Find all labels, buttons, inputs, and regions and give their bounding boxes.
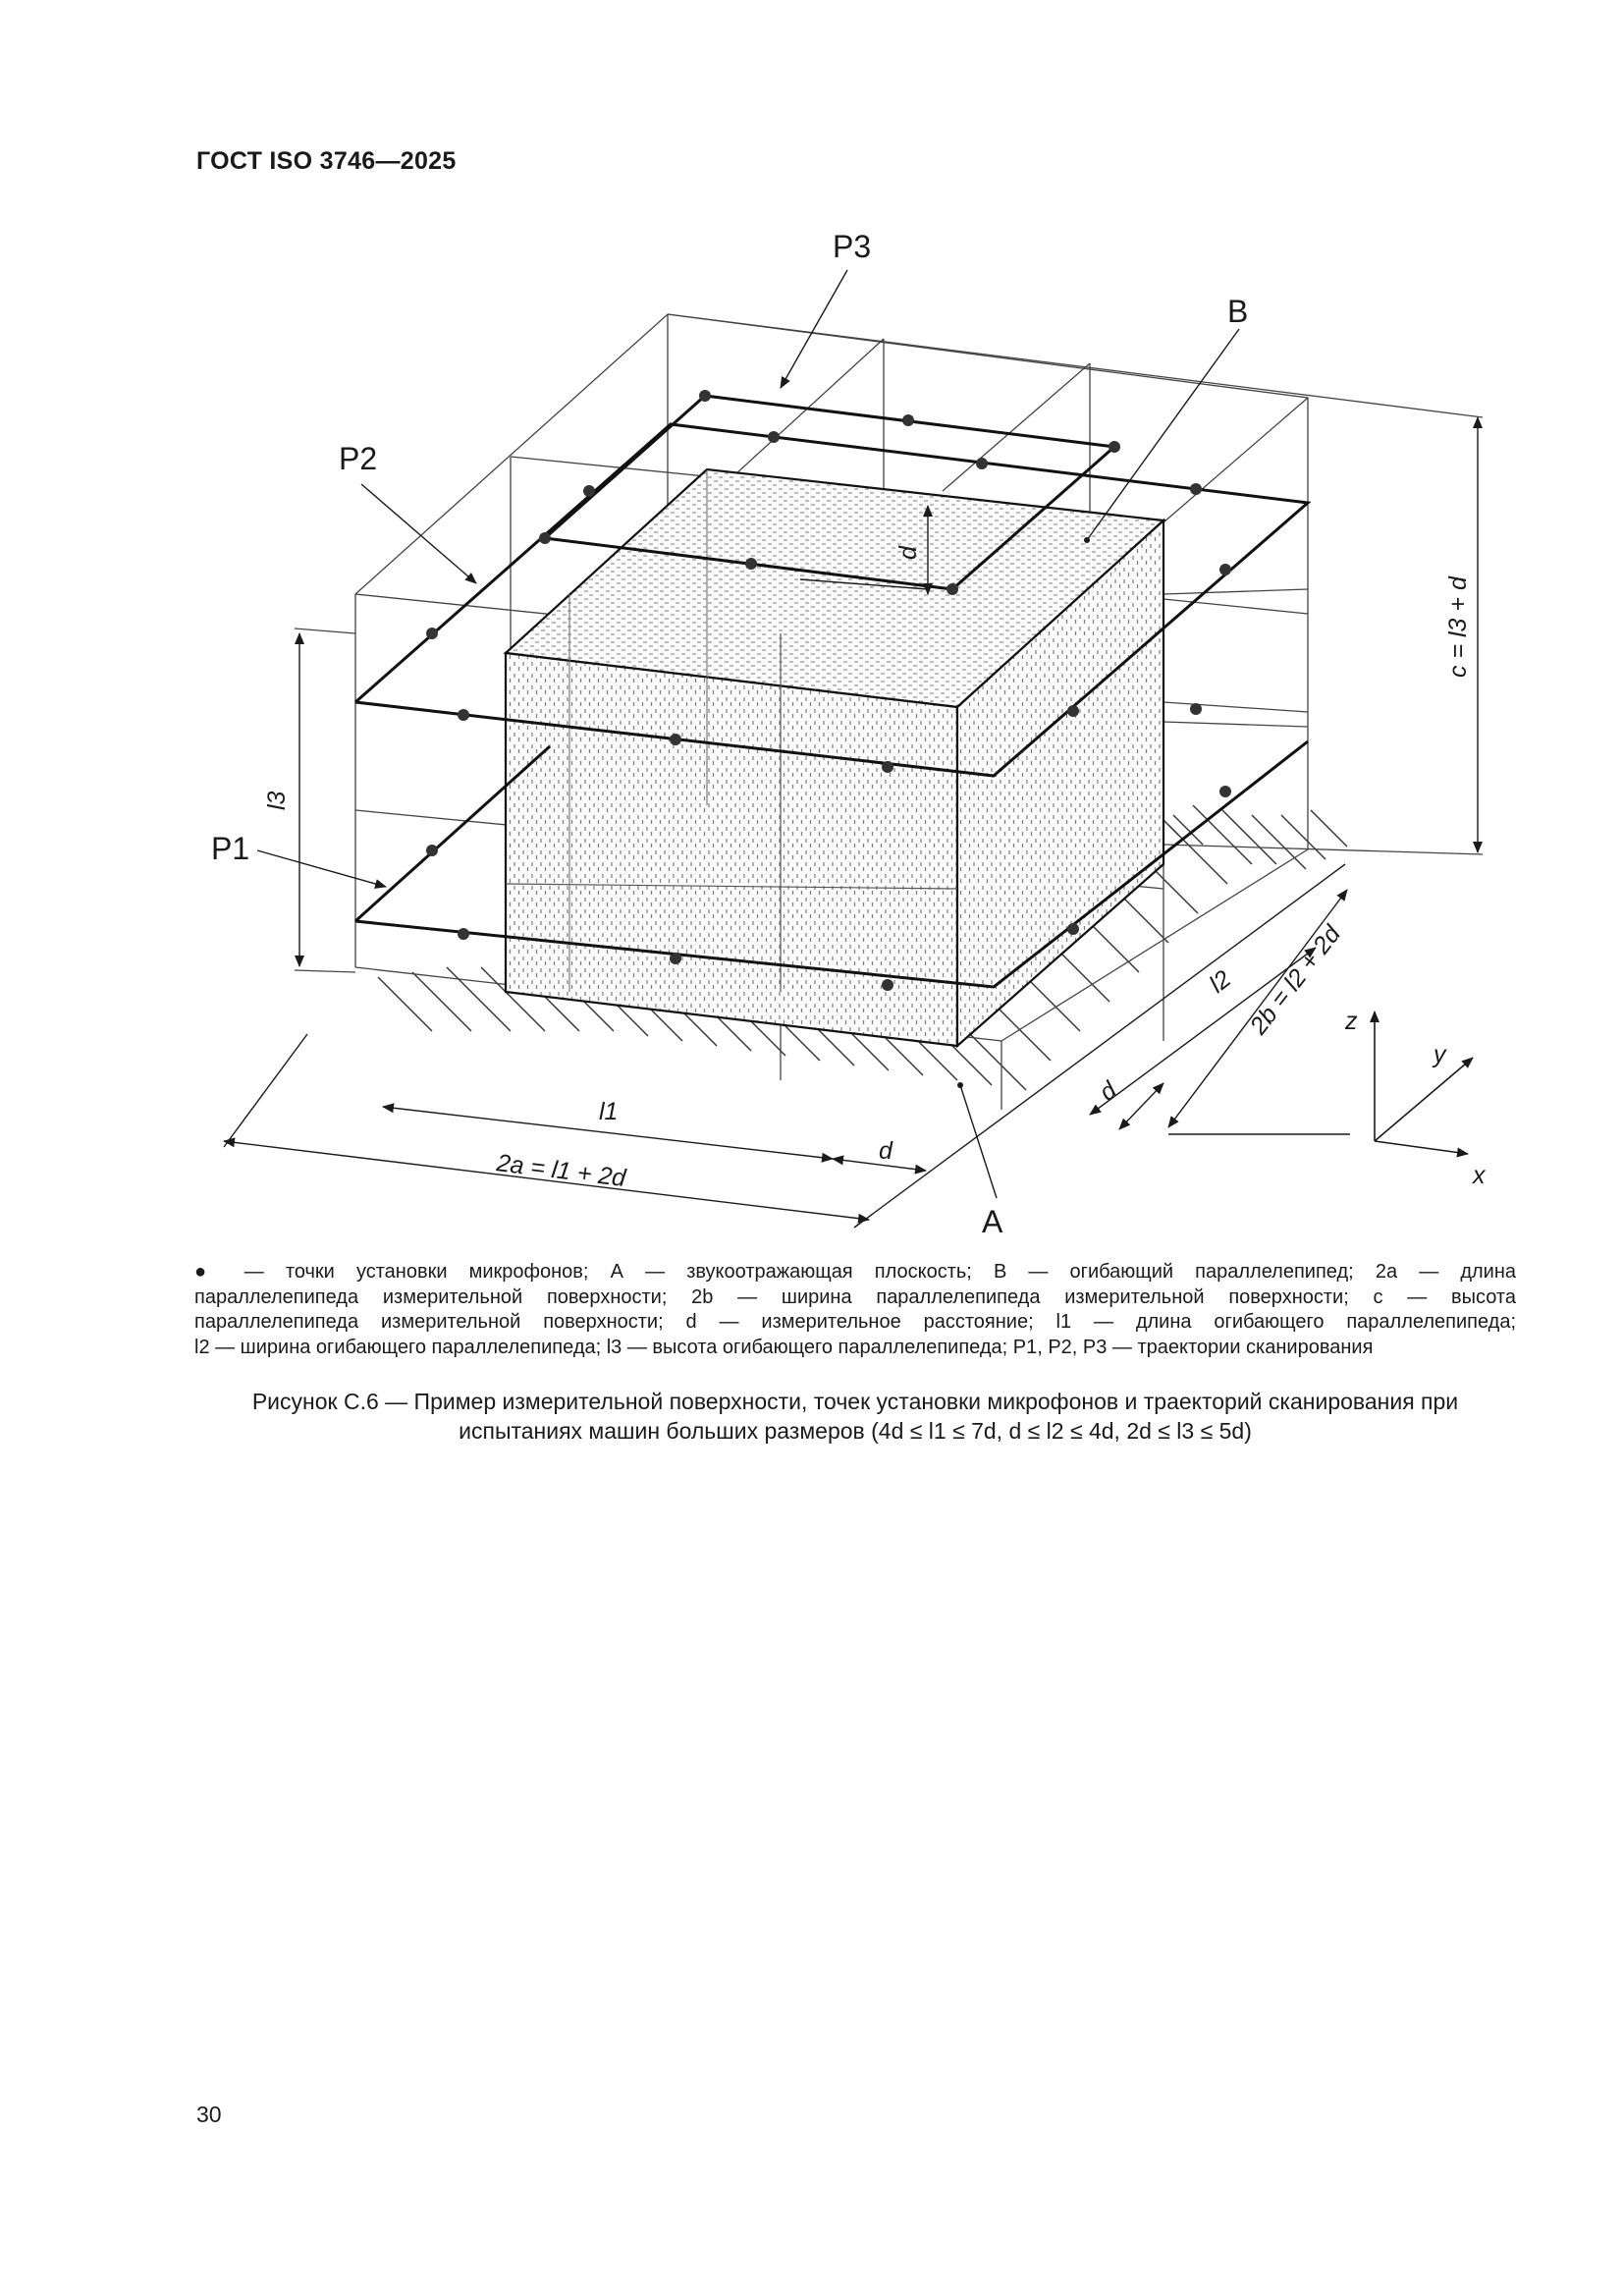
legend-line: l2 — ширина огибающего параллелепипеда; l3 — высота огибающего параллелепипеда; P1, P2, P3 — траектории сканирования	[194, 1336, 1374, 1358]
label-axis-y: y	[1434, 1041, 1446, 1068]
microphone-point	[583, 485, 595, 497]
microphone-point	[426, 845, 438, 856]
label-d-side: d	[1094, 1076, 1122, 1107]
microphone-point	[426, 628, 438, 639]
caption-line-2: испытаниях машин больших размеров (4d ≤ l1 ≤ 7d, d ≤ l2 ≤ 4d, 2d ≤ l3 ≤ 5d)	[459, 1418, 1252, 1444]
microphone-point	[670, 953, 681, 964]
microphone-point	[1219, 786, 1231, 797]
microphone-point	[1067, 923, 1079, 935]
label-c: c = l3 + d	[1444, 576, 1472, 678]
label-p3: P3	[833, 229, 872, 264]
caption-line-1: Рисунок С.6 — Пример измерительной поверхности, точек установки микрофонов и траекторий сканирования при	[251, 1389, 1459, 1414]
microphone-point	[458, 928, 469, 940]
microphone-point	[947, 583, 958, 595]
microphone-point	[882, 979, 893, 991]
label-l1: l1	[599, 1098, 619, 1125]
legend-line: параллелепипеда измерительной поверхности; 2b — ширина параллелепипеда измерительной поверхности; c — высота	[194, 1285, 1516, 1308]
coordinate-axes	[1375, 1011, 1473, 1154]
microphone-point	[1067, 705, 1079, 717]
document-header: ГОСТ ISO 3746—2025	[196, 147, 457, 175]
legend-line: параллелепипеда измерительной поверхности; d — измерительное расстояние; l1 — длина огибающего параллелепипеда;	[194, 1311, 1516, 1333]
microphone-point	[1190, 483, 1202, 495]
microphone-point	[768, 431, 780, 443]
microphone-point	[699, 390, 711, 402]
label-l3: l3	[263, 791, 291, 810]
legend-line: ● — точки установки микрофонов; А — звукоотражающая плоскость; В — огибающий параллелепипед; 2a — длина	[194, 1261, 1516, 1283]
label-d-front: d	[879, 1137, 893, 1165]
figure-legend	[194, 1260, 1516, 1360]
label-p2: P2	[339, 441, 378, 476]
page-number: 30	[196, 2102, 222, 2127]
microphone-point	[539, 532, 551, 544]
label-axis-x: x	[1473, 1162, 1486, 1189]
label-l2: l2	[1204, 964, 1237, 999]
microphone-point	[670, 734, 681, 745]
microphone-point	[902, 414, 914, 426]
label-b: B	[1227, 294, 1249, 329]
label-d-top: d	[894, 546, 922, 560]
label-p1: P1	[211, 831, 250, 866]
microphone-point	[976, 458, 988, 469]
microphone-point	[1109, 441, 1120, 453]
microphone-point	[1190, 703, 1202, 715]
microphone-point	[458, 709, 469, 721]
microphone-point	[1219, 564, 1231, 575]
figure-caption	[194, 1387, 1516, 1446]
microphone-point	[882, 761, 893, 773]
label-2a: 2a = l1 + 2d	[495, 1149, 627, 1193]
microphone-point	[745, 558, 757, 570]
label-2b: 2b = l2 + 2d	[1244, 920, 1347, 1040]
label-axis-z: z	[1345, 1008, 1358, 1035]
label-a: A	[982, 1204, 1003, 1239]
